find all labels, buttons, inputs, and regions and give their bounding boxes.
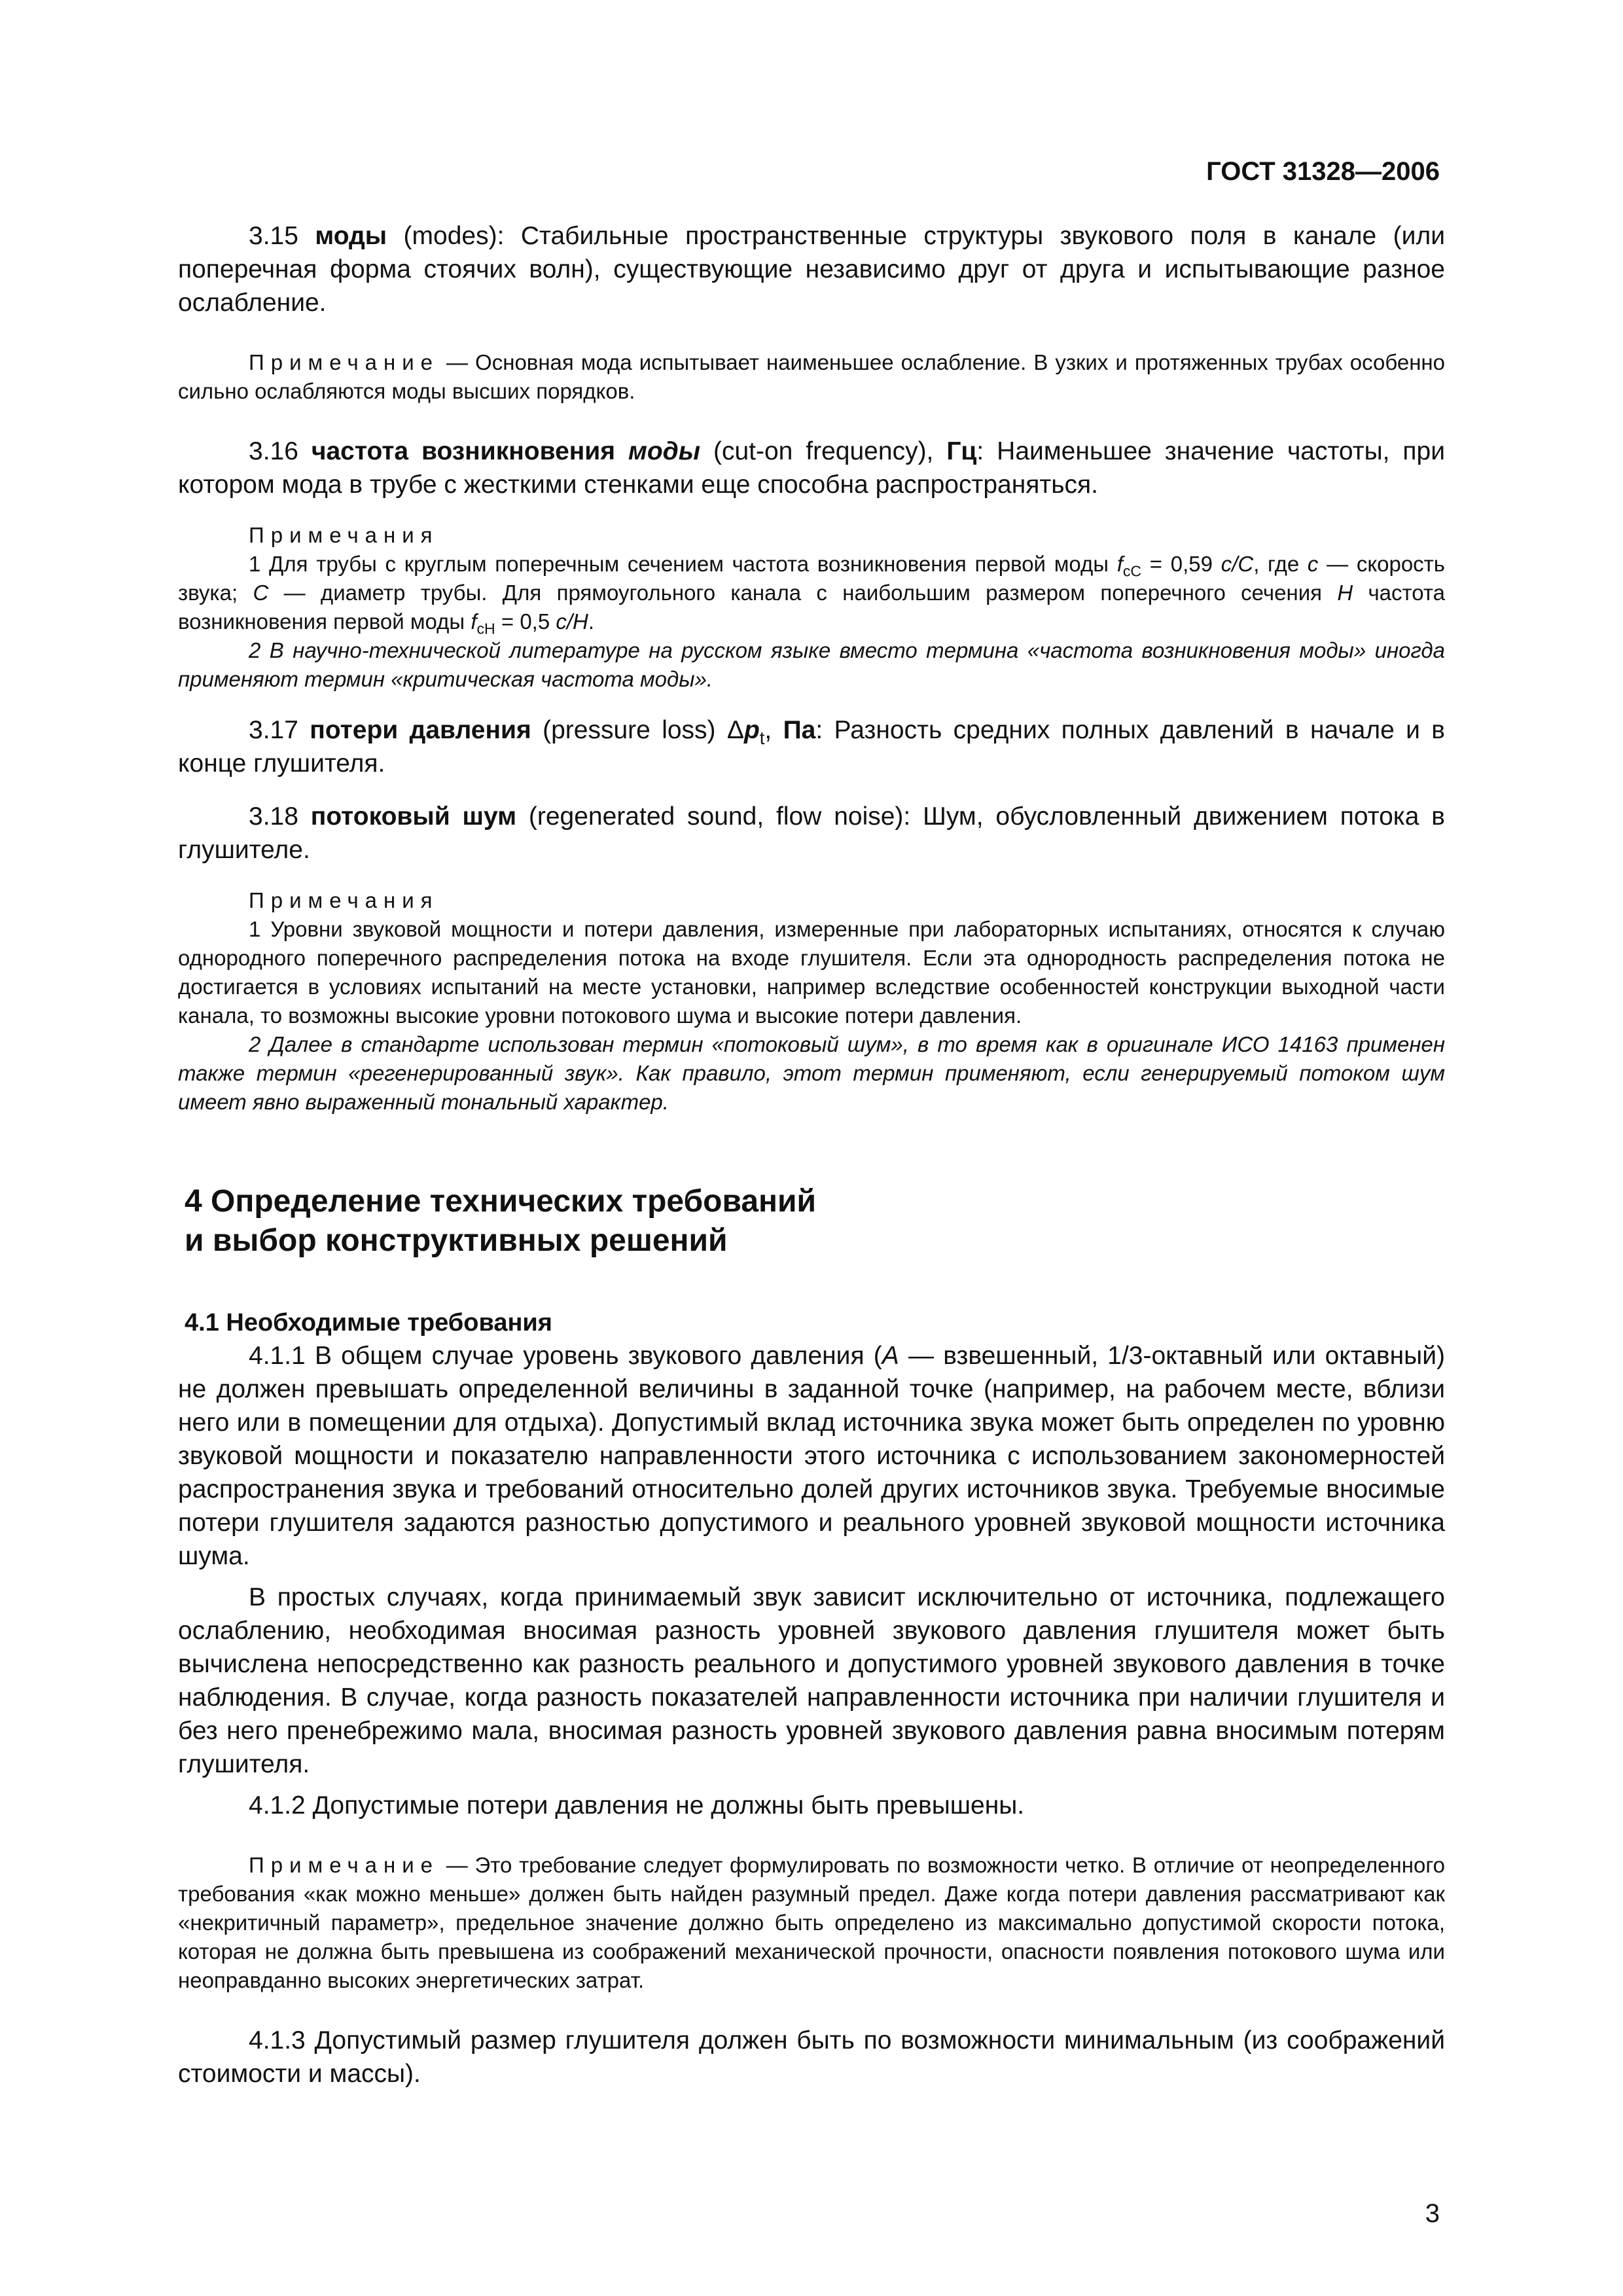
term-name: частота возникновения <box>311 437 628 465</box>
note-text: — Это требование следует формулировать по возможности четко. В отличие от неопределенного требования «как можно меньше» должен быть найден разумный предел. Даже когда потери давления рассматривают как «некритичный параметр», предельное значение должно быть определено из максимально допустимой скорости потока, которая не должна быть превышена из соображений механической прочности, опасности появления потокового шума или неоправданно высоких энергетических затрат. <box>178 1853 1445 1992</box>
unit: Па <box>783 716 816 744</box>
clause-number: 3.18 <box>249 802 298 831</box>
definition-text: Шум, обусловленный движением потока в глушителе. <box>178 802 1445 864</box>
note-4-1-2 <box>178 1851 1445 1995</box>
note-item-1: 1 Для трубы с круглым поперечным сечением частота возникновения первой моды $f_{cC} = 0,59$ c/C, где c — скорость звука; C — диаметр трубы. Для прямоугольного канала с наибольшим размером поперечного сечения H частота возникновения первой моды $f_{cH} = 0,5$ c/H. <box>178 552 1446 637</box>
clause-number: 3.17 <box>249 716 298 744</box>
term-english: (pressure loss) <box>531 716 727 744</box>
term-name-italic: моды <box>628 437 701 465</box>
page-body <box>178 219 1445 2090</box>
definition-text: : Наименьшее значение частоты, при котором мода в трубе с жесткими стенками еще способна распространяться. <box>178 437 1445 499</box>
page-number: 3 <box>1425 2199 1440 2228</box>
section-title-line-2: и выбор конструктивных решений <box>185 1223 728 1258</box>
term-name: моды <box>315 222 387 250</box>
symbol-subscript: t <box>759 727 765 748</box>
definition-3-17: 3.17 потери давления (pressure loss) $\Delta p_t$, Па: Разность средних полных давлений в начале и в конце глушителя. <box>178 716 1446 778</box>
note-item-2: 2 Далее в стандарте использован термин «потоковый шум», в то время как в оригинале ИСО 14163 применен также термин «регенерированный звук». Как правило, этот термин применяют, если генерируемый потоком шум имеет явно выраженный тональный характер. <box>178 1032 1445 1114</box>
note-item-1: 1 Уровни звуковой мощности и потери давления, измеренные при лабораторных испытаниях, относятся к случаю однородного поперечного распределения потока на входе глушителя. Если эта однородность распределения потока не достигается в условиях испытаний на месте установки, например вследствие особенностей конструкции выходной части канала, то возможны высокие уровни потокового шума и высокие потери давления. <box>178 917 1445 1028</box>
term-english: (modes): <box>387 222 521 250</box>
clause-4-1-1-paragraph-2: В простых случаях, когда принимаемый звук зависит исключительно от источника, подлежащего ослаблению, необходимая вносимая разность уровней звукового давления глушителя может быть вычислена непосредственно как разность реального и допустимого уровней звукового давления в точке наблюдения. В случае, когда разность показателей направленности источника при наличии глушителя и без него пренебрежимо мала, вносимая разность уровней звукового давления равна вносимым потерям глушителя. <box>178 1583 1445 1778</box>
note-3-15 <box>178 348 1445 406</box>
symbol-p: p <box>743 716 760 744</box>
definition-3-18 <box>178 800 1445 867</box>
definition-text: : Разность средних полных давлений в начале и в конце глушителя. <box>178 716 1446 778</box>
clause-4-1-3: 4.1.3 Допустимый размер глушителя должен быть по возможности минимальным (из соображений стоимости и массы). <box>178 2026 1445 2088</box>
standard-code-header: ГОСТ 31328—2006 <box>1206 157 1440 186</box>
note-label: Примечание <box>249 350 440 374</box>
definition-3-16 <box>178 435 1445 501</box>
subsection-4-1-title: 4.1 Необходимые требования <box>185 1309 552 1336</box>
definition-3-15 <box>178 219 1445 319</box>
section-4-heading <box>178 1182 1445 1261</box>
clause-number: 3.16 <box>249 437 298 465</box>
definition-text: Стабильные пространственные структуры звукового поля в канале (или поперечная форма стоячих волн), существующие независимо друг от друга и испытывающие разное ослабление. <box>178 222 1446 317</box>
section-title-line-1: 4 Определение технических требований <box>185 1184 817 1219</box>
clause-4-1-1: 4.1.1 В общем случае уровень звукового давления (A — взвешенный, 1/3-октавный или октавный) не должен превышать определенной величины в заданной точке (например, на рабочем месте, вблизи него или в помещении для отдыха). Допустимый вклад источника звука может быть определен по уровню звуковой мощности и показателю направленности этого источника с использованием закономерностей распространения звука и требований относительно долей других источников звука. Требуемые вносимые потери глушителя задаются разностью допустимого и реального уровней звуковой мощности источника шума. <box>178 1342 1445 1570</box>
unit: Гц <box>946 437 977 465</box>
term-english: (regenerated sound, flow noise): <box>516 802 923 831</box>
term-name: потоковый шум <box>310 802 517 831</box>
term-english: (cut-on frequency), <box>700 437 947 465</box>
term-name: потери давления <box>310 716 531 744</box>
notes-heading: Примечания <box>249 888 439 912</box>
note-item-2: 2 В научно-технической литературе на русском языке вместо термина «частота возникновения моды» иногда применяют термин «критическая частота моды». <box>178 638 1445 691</box>
note-text: — Основная мода испытывает наименьшее ослабление. В узких и протяженных трубах особенно сильно ослабляются моды высших порядков. <box>178 350 1445 403</box>
clause-number: 3.15 <box>249 222 298 250</box>
clause-4-1-2: 4.1.2 Допустимые потери давления не должны быть превышены. <box>249 1791 1025 1820</box>
notes-heading: Примечания <box>249 523 439 547</box>
symbol-delta: Δ <box>726 716 744 744</box>
note-label: Примечание <box>249 1853 440 1877</box>
